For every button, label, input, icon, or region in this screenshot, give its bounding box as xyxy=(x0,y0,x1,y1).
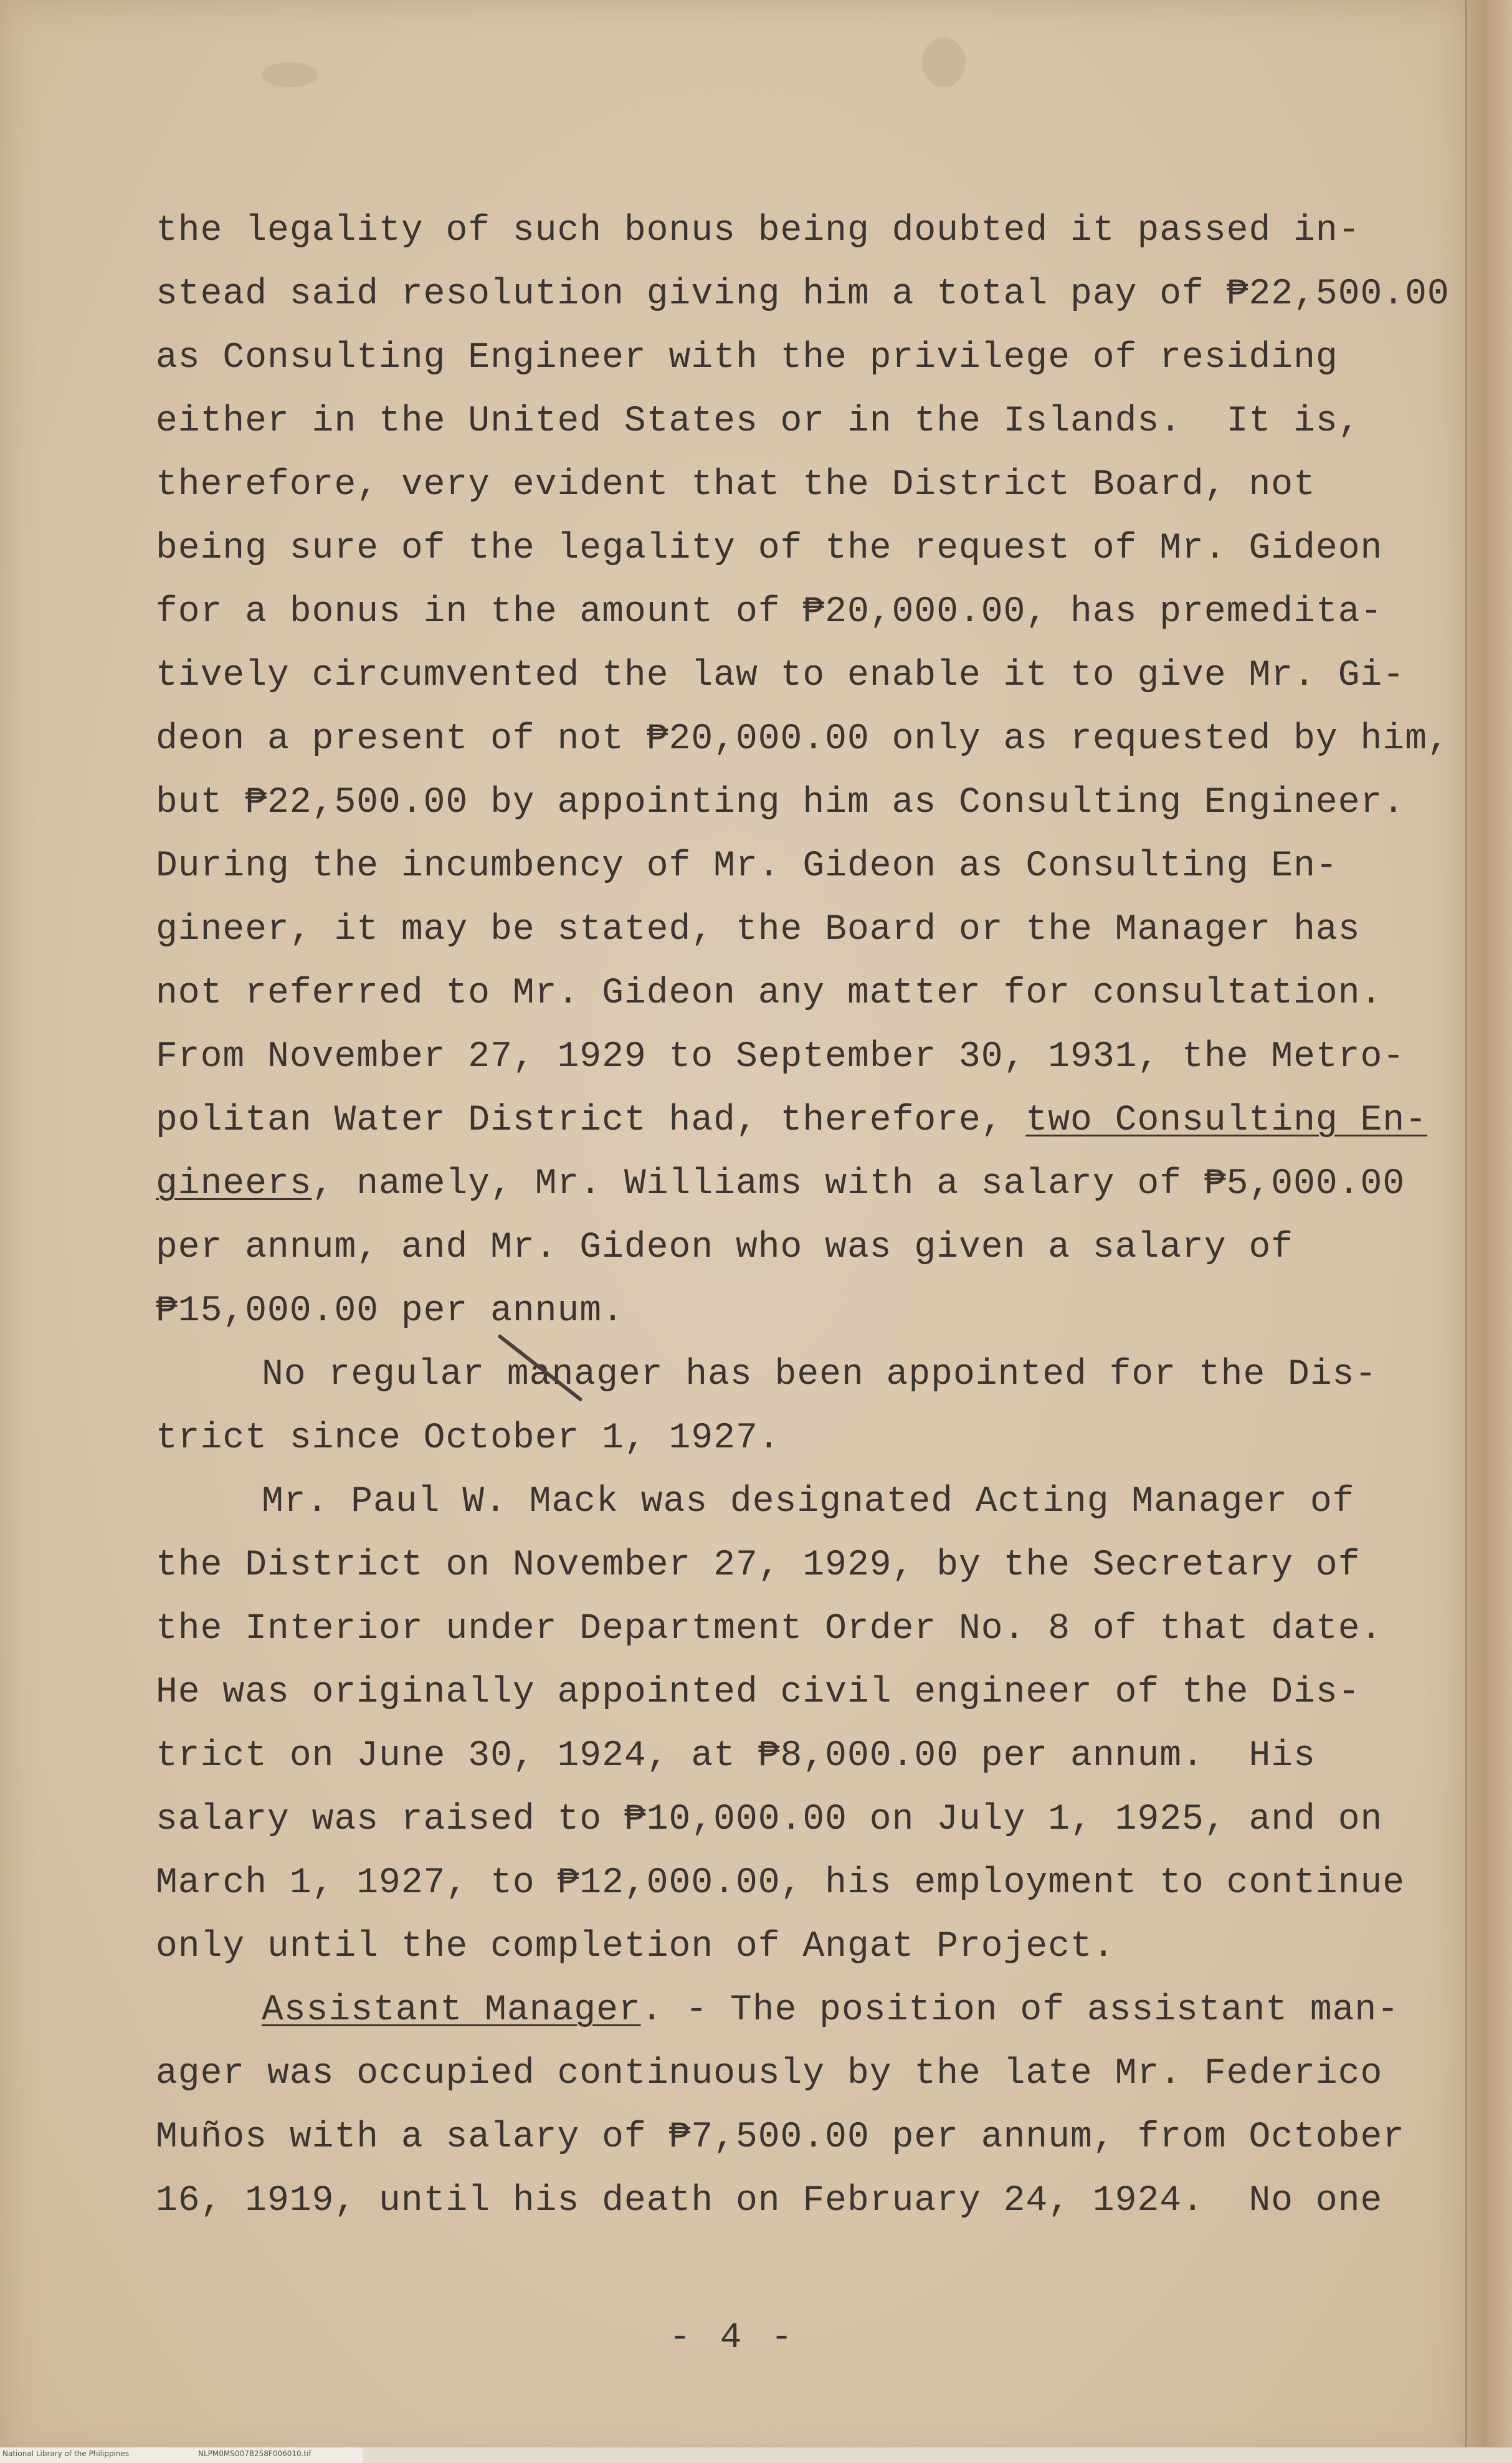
page-edge xyxy=(1465,0,1512,2463)
paragraph xyxy=(156,199,1450,1343)
text-segment: gineer, it may be stated, the Board or the Manager has xyxy=(156,910,1361,950)
paper-stain xyxy=(922,37,966,87)
text-line xyxy=(156,517,1402,581)
text-line xyxy=(156,1343,1402,1407)
text-line xyxy=(156,1216,1402,1280)
text-segment: but ₱22,500.00 by appointing him as Consulting Engineer. xyxy=(156,783,1405,823)
text-segment: trict on June 30, 1924, at ₱8,000.00 per annum. His xyxy=(156,1736,1316,1776)
text-line xyxy=(156,1470,1402,1534)
text-segment: tively circumvented the law to enable it to give Mr. Gi- xyxy=(156,655,1405,696)
text-segment: , namely, Mr. Williams with a salary of ₱5,000.00 xyxy=(311,1164,1405,1204)
footer-library-label: National Library of the Philippines xyxy=(2,2449,130,2458)
text-segment: Mr. Paul W. Mack was designated Acting Manager of xyxy=(262,1482,1355,1522)
text-segment: ager was occupied continuously by the late Mr. Federico xyxy=(156,2054,1383,2094)
paragraph xyxy=(156,1343,1402,1470)
text-line xyxy=(156,1089,1427,1153)
text-line xyxy=(156,1852,1405,1915)
text-segment: politan Water District had, therefore, xyxy=(156,1100,1026,1141)
paper-stain xyxy=(262,62,318,87)
text-line xyxy=(156,1280,1402,1343)
text-segment: stead said resolution giving him a total pay of ₱22,500.00 xyxy=(156,274,1450,315)
text-line xyxy=(156,2042,1402,2106)
text-segment: the legality of such bonus being doubted it passed in- xyxy=(156,211,1361,251)
paragraph xyxy=(156,1979,1405,2233)
text-segment: either in the United States or in the Islands. It is, xyxy=(156,401,1361,442)
text-line xyxy=(156,1788,1402,1852)
text-line xyxy=(156,1725,1402,1788)
text-segment: From November 27, 1929 to September 30, 1931, the Metro- xyxy=(156,1037,1405,1077)
text-segment: 16, 1919, until his death on February 24, 1924. No one xyxy=(156,2181,1383,2221)
text-line xyxy=(156,644,1405,708)
text-line xyxy=(156,771,1405,835)
page-fold-line xyxy=(1465,0,1467,2463)
text-segment: per annum, and Mr. Gideon who was given a salary of xyxy=(156,1227,1294,1268)
text-segment: During the incumbency of Mr. Gideon as Consulting En- xyxy=(156,846,1338,887)
text-line xyxy=(156,199,1402,263)
text-segment: the Interior under Department Order No. 8 of that date. xyxy=(156,1609,1383,1649)
page-number: - 4 - xyxy=(668,2318,797,2358)
paragraph xyxy=(156,1470,1405,1979)
text-line xyxy=(156,708,1450,771)
text-segment: only until the completion of Angat Project. xyxy=(156,1927,1115,1967)
text-line xyxy=(156,263,1450,326)
underlined-text: gineers xyxy=(156,1164,312,1204)
text-segment: Muños with a salary of ₱7,500.00 per annum, from October xyxy=(156,2117,1405,2158)
text-segment: as Consulting Engineer with the privilege of residing xyxy=(156,338,1338,378)
text-line xyxy=(156,390,1402,454)
text-line xyxy=(156,1661,1402,1725)
text-segment: therefore, very evident that the District Board, not xyxy=(156,465,1316,505)
text-segment: trict since October 1, 1927. xyxy=(156,1418,781,1459)
text-segment: salary was raised to ₱10,000.00 on July 1, 1925, and on xyxy=(156,1799,1383,1840)
text-segment: ₱15,000.00 per annum. xyxy=(156,1291,624,1332)
text-segment: being sure of the legality of the request of Mr. Gideon xyxy=(156,528,1383,569)
text-segment: No regular manager has been appointed for the Dis- xyxy=(262,1355,1377,1395)
text-line xyxy=(156,1915,1402,1979)
text-line xyxy=(156,962,1402,1026)
footer-file-id: NLPM0MS007B258F006010.tif xyxy=(198,2449,311,2458)
underlined-text: Assistant Manager xyxy=(262,1990,641,2031)
text-line xyxy=(156,1534,1402,1598)
text-segment: . - The position of assistant man- xyxy=(640,1990,1400,2031)
text-segment: for a bonus in the amount of ₱20,000.00, has premedita- xyxy=(156,592,1383,632)
text-segment: March 1, 1927, to ₱12,000.00, his employment to continue xyxy=(156,1863,1405,1903)
text-line xyxy=(156,1598,1402,1661)
text-line xyxy=(156,898,1402,962)
text-line xyxy=(156,1979,1402,2042)
text-line xyxy=(156,1153,1405,1216)
underlined-text: two Consulting En- xyxy=(1025,1100,1427,1141)
text-segment: deon a present of not ₱20,000.00 only as requested by him, xyxy=(156,719,1450,760)
text-line xyxy=(156,835,1402,898)
text-line xyxy=(156,1407,1402,1470)
document-body xyxy=(156,199,1450,2233)
text-line xyxy=(156,581,1402,644)
text-segment: not referred to Mr. Gideon any matter for consultation. xyxy=(156,973,1383,1014)
text-segment: the District on November 27, 1929, by the Secretary of xyxy=(156,1545,1361,1586)
text-line xyxy=(156,2170,1402,2233)
text-line xyxy=(156,326,1402,390)
text-line xyxy=(156,1026,1405,1089)
text-line xyxy=(156,2106,1405,2170)
text-segment: He was originally appointed civil engineer of the Dis- xyxy=(156,1672,1361,1713)
text-line xyxy=(156,454,1402,517)
